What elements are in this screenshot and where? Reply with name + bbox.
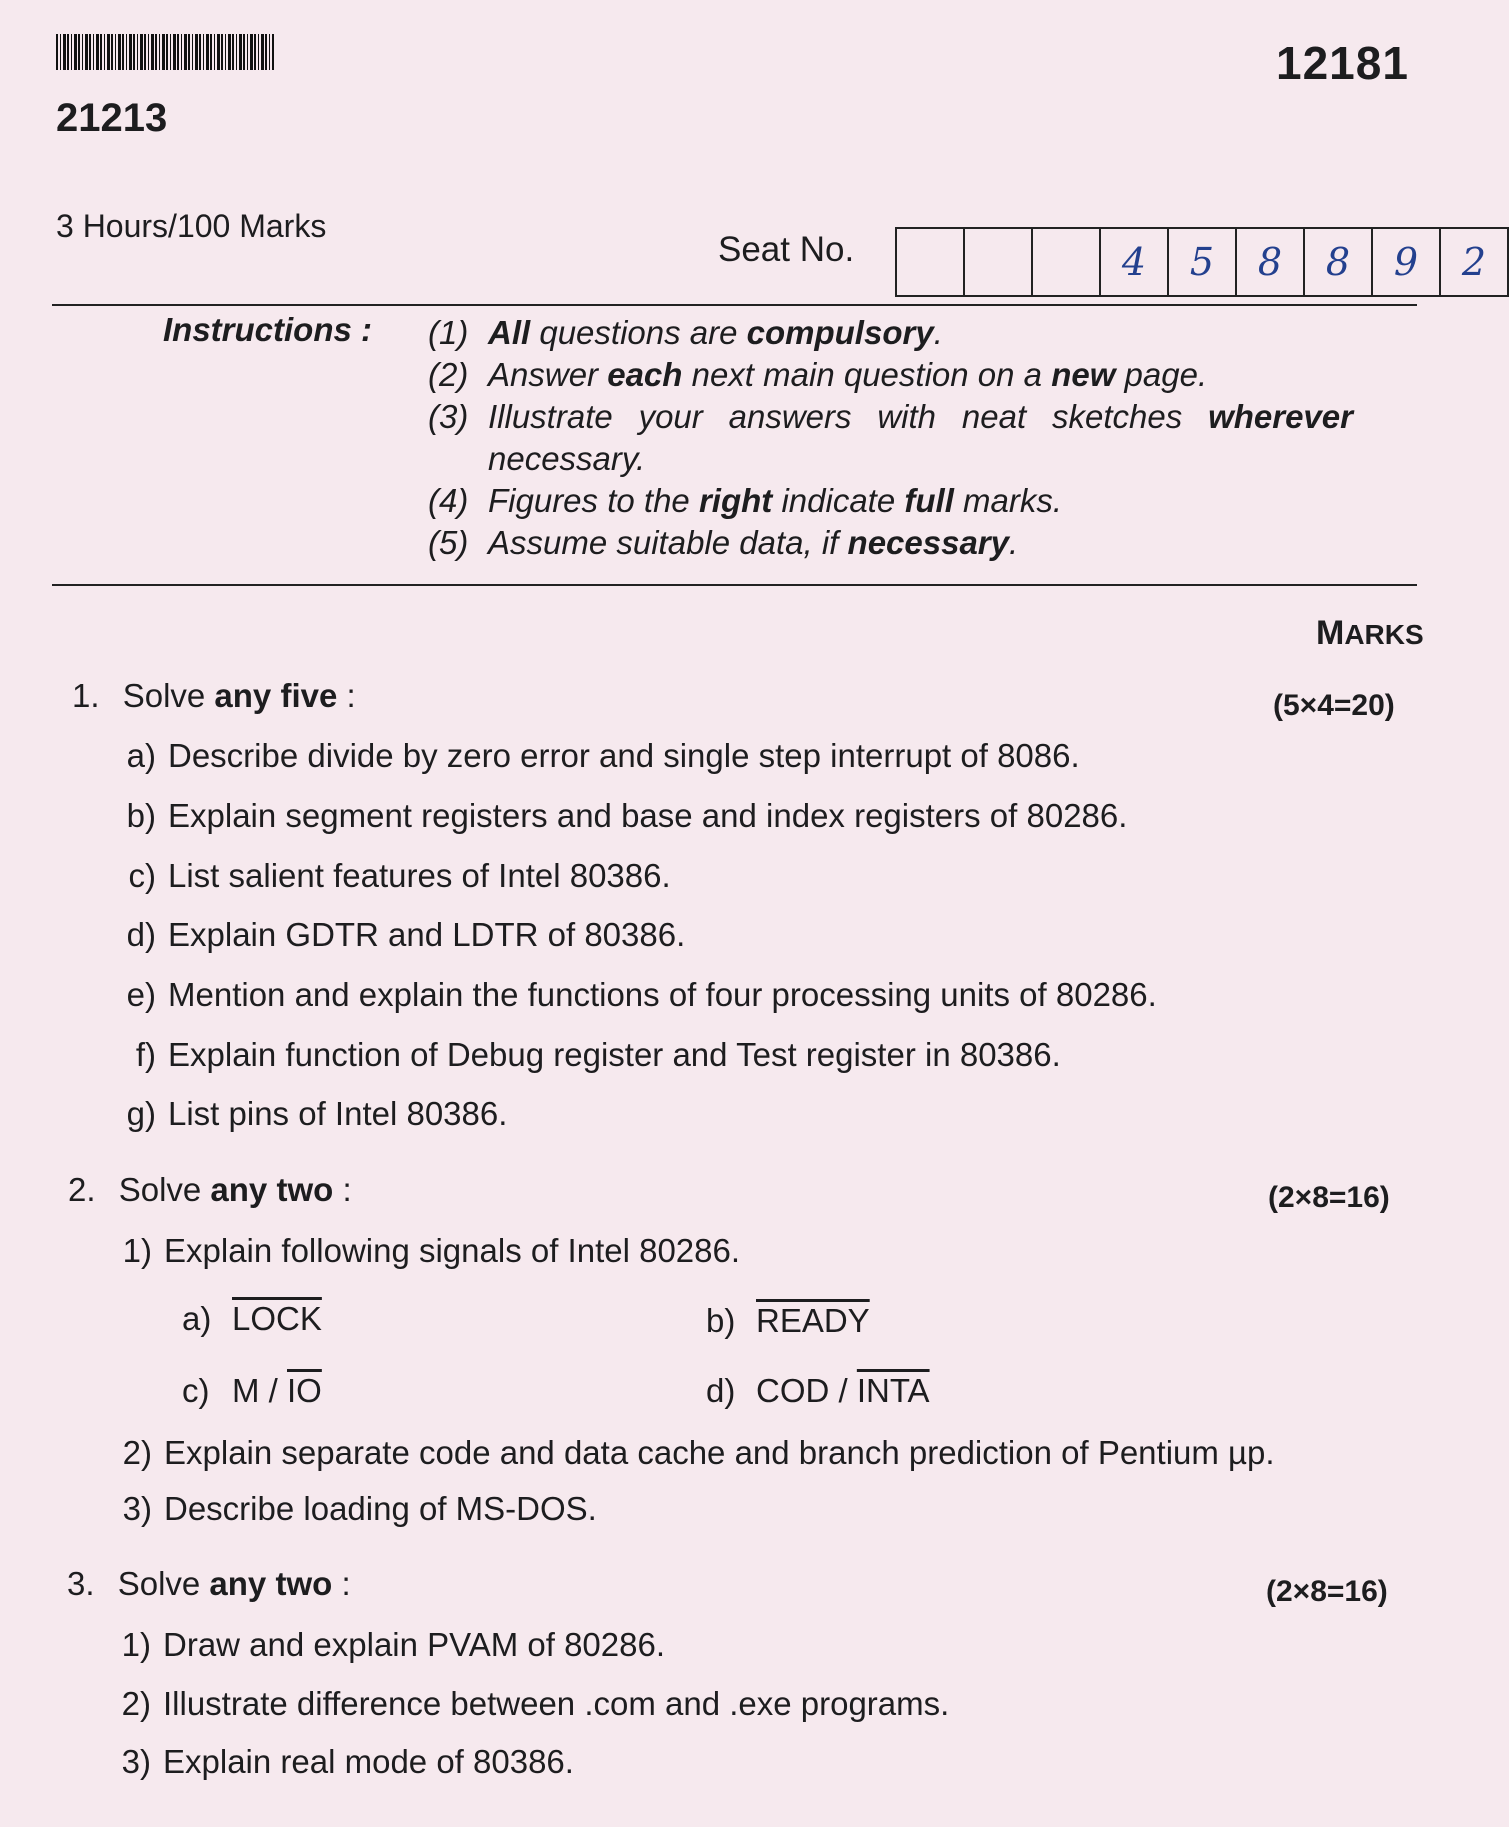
q1-item-c: c) List salient features of Intel 80386. xyxy=(128,857,671,894)
question-3-marks: (2×8=16) xyxy=(1266,1575,1388,1608)
question-2-marks: (2×8=16) xyxy=(1268,1181,1390,1214)
question-suffix: : xyxy=(337,677,356,714)
question-2-heading xyxy=(68,1171,352,1209)
seat-no-boxes xyxy=(895,227,1509,297)
question-1-marks: (5×4=20) xyxy=(1273,689,1395,722)
divider-bottom xyxy=(52,584,1417,586)
instruction-number: (5) xyxy=(428,524,469,561)
seat-digit xyxy=(1033,229,1101,295)
instruction-item xyxy=(428,354,1353,396)
instruction-number: (3) xyxy=(428,398,469,435)
seat-digit: 9 xyxy=(1373,229,1441,295)
instruction-item xyxy=(428,312,1353,354)
barcode xyxy=(56,34,274,70)
seat-digit: 2 xyxy=(1461,240,1487,284)
seat-digit: 8 xyxy=(1237,229,1305,295)
question-choice: any two xyxy=(209,1565,333,1602)
instruction-text: Illustrate your answers with neat sketches wherever necessary. xyxy=(488,398,1353,477)
q3-item-2: 2) Illustrate difference between .com and .exe programs. xyxy=(121,1685,950,1722)
instruction-number: (1) xyxy=(428,314,469,351)
seat-digit: 8 xyxy=(1305,229,1373,295)
instruction-item xyxy=(428,480,1353,522)
exam-code: 21213 xyxy=(56,96,168,140)
paper-code: 12181 xyxy=(1276,37,1409,89)
signal-cod-inta: d) COD / INTA xyxy=(706,1372,930,1409)
q2-item-1: 1) Explain following signals of Intel 80286. xyxy=(122,1232,741,1269)
question-choice: any two xyxy=(210,1171,334,1208)
q3-item-3: 3) Explain real mode of 80386. xyxy=(121,1743,574,1780)
question-number: 1. xyxy=(72,677,100,714)
question-3-heading xyxy=(67,1565,351,1603)
instructions-list xyxy=(428,312,1353,564)
question-number: 2. xyxy=(68,1171,96,1208)
signal-lock: a) LOCK xyxy=(182,1300,322,1337)
signal-ready: b) READY xyxy=(706,1302,870,1339)
marks-column-header xyxy=(1316,614,1424,653)
instructions-label: Instructions : xyxy=(163,311,373,348)
seat-digit: 5 xyxy=(1169,229,1237,295)
signal-m-io: c) M / $\overline{IO}$ xyxy=(182,1372,322,1409)
instruction-text: Figures to the right indicate full marks. xyxy=(488,482,1063,519)
question-prefix: Solve xyxy=(117,1565,210,1602)
q2-item-3: 3) Describe loading of MS-DOS. xyxy=(122,1490,597,1527)
question-number: 3. xyxy=(67,1565,95,1602)
q1-item-a: a) Describe divide by zero error and single step interrupt of 8086. xyxy=(126,737,1080,774)
seat-digit xyxy=(897,229,965,295)
seat-digit: 4 xyxy=(1101,229,1169,295)
q1-item-g: g) List pins of Intel 80386. xyxy=(126,1095,508,1132)
q1-item-d: d) Explain GDTR and LDTR of 80386. xyxy=(126,916,686,953)
marks-header-initial: M xyxy=(1316,614,1345,652)
instruction-text: Assume suitable data, if necessary. xyxy=(488,524,1019,561)
seat-no-label: Seat No. xyxy=(718,230,855,269)
question-1-heading xyxy=(72,677,356,715)
marks-header-rest: ARKS xyxy=(1344,619,1424,650)
instruction-item xyxy=(428,396,1353,480)
instruction-number: (2) xyxy=(428,356,469,393)
q2-item-2: 2) Explain separate code and data cache and branch prediction of Pentium µp. xyxy=(122,1434,1275,1471)
instruction-text: Answer each next main question on a new page. xyxy=(488,356,1208,393)
q3-item-1: 1) Draw and explain PVAM of 80286. xyxy=(121,1626,666,1663)
instruction-item xyxy=(428,522,1353,564)
divider-top xyxy=(52,304,1417,306)
duration-marks: 3 Hours/100 Marks xyxy=(56,208,327,244)
question-suffix: : xyxy=(333,1171,352,1208)
instruction-text: All questions are compulsory. xyxy=(488,314,943,351)
q1-item-f: f) Explain function of Debug register and Test register in 80386. xyxy=(135,1036,1061,1073)
question-prefix: Solve xyxy=(118,1171,211,1208)
q1-item-e: e) Mention and explain the functions of four processing units of 80286. xyxy=(126,976,1157,1013)
question-prefix: Solve xyxy=(122,677,215,714)
instruction-number: (4) xyxy=(428,482,469,519)
question-suffix: : xyxy=(332,1565,351,1602)
question-choice: any five xyxy=(214,677,338,714)
q1-item-b: b) Explain segment registers and base and index registers of 80286. xyxy=(126,797,1128,834)
seat-digit xyxy=(965,229,1033,295)
